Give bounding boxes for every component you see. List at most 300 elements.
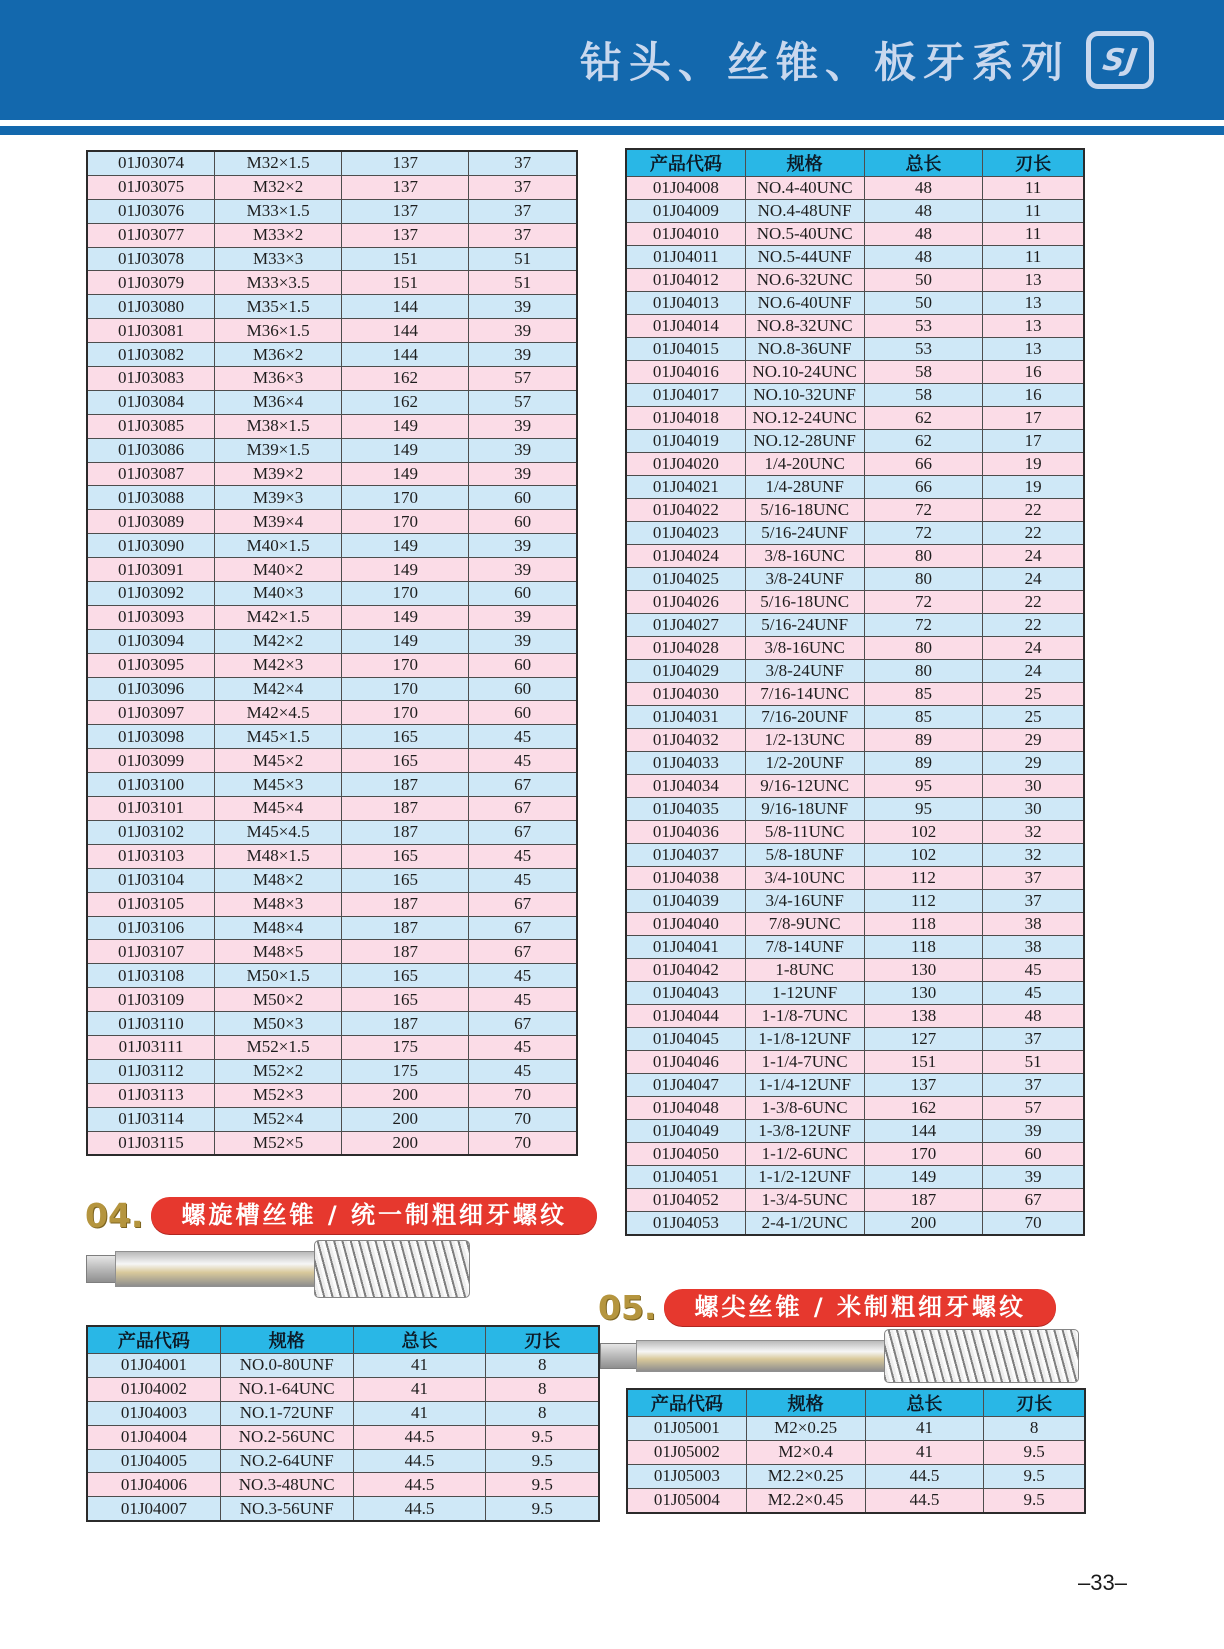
table-cell: 51 (469, 247, 577, 271)
table-cell: 9.5 (984, 1440, 1085, 1464)
tap-square-end (600, 1343, 641, 1368)
table-cell: 01J04053 (626, 1212, 745, 1236)
table-cell: 162 (864, 1097, 983, 1120)
table-row (626, 752, 1084, 775)
table-cell: M45×2 (215, 749, 342, 773)
table-cell: 01J03109 (87, 988, 215, 1012)
table-row (626, 361, 1084, 384)
table-cell: 13 (983, 315, 1084, 338)
table-cell: M32×2 (215, 175, 342, 199)
table-row (626, 545, 1084, 568)
table-cell: 17 (983, 407, 1084, 430)
table-cell: 137 (864, 1074, 983, 1097)
table-row (626, 499, 1084, 522)
tap-shank (636, 1340, 893, 1372)
table-cell: 48 (864, 200, 983, 223)
table-row (87, 175, 577, 199)
table-cell: 187 (342, 892, 469, 916)
table-row (87, 605, 577, 629)
table-cell: 45 (469, 1059, 577, 1083)
table-cell: 187 (342, 916, 469, 940)
table-cell: 170 (342, 653, 469, 677)
table-row (626, 453, 1084, 476)
table-cell: 7/8-9UNC (745, 913, 864, 936)
table-cell: M52×4 (215, 1107, 342, 1131)
table-cell: 5/16-24UNF (745, 614, 864, 637)
table-cell: 01J04036 (626, 821, 745, 844)
table-row (626, 1189, 1084, 1212)
table-cell: 01J04037 (626, 844, 745, 867)
table-cell: M33×3 (215, 247, 342, 271)
table-cell: 70 (469, 1107, 577, 1131)
table-row (87, 199, 577, 223)
table-cell: 29 (983, 752, 1084, 775)
table-cell: 175 (342, 1059, 469, 1083)
table-cell: 01J03093 (87, 605, 215, 629)
table-cell: M45×3 (215, 773, 342, 797)
table-cell: 01J04008 (626, 177, 745, 200)
table-cell: 01J03087 (87, 462, 215, 486)
table-cell: 01J03074 (87, 151, 215, 175)
table-cell: 149 (342, 558, 469, 582)
spiral-point-tap-photo (600, 1326, 1082, 1384)
table-cell: M52×2 (215, 1059, 342, 1083)
table-cell: 45 (469, 725, 577, 749)
table-cell: 165 (342, 749, 469, 773)
table-cell: M39×1.5 (215, 438, 342, 462)
table-cell: 67 (983, 1189, 1084, 1212)
table-row (626, 315, 1084, 338)
table-cell: 151 (342, 247, 469, 271)
table-cell: M36×4 (215, 390, 342, 414)
table-cell: 187 (342, 940, 469, 964)
table-cell: M42×2 (215, 629, 342, 653)
table-cell: 30 (983, 798, 1084, 821)
table-cell: 8 (984, 1417, 1085, 1441)
table-cell: 162 (342, 390, 469, 414)
table-cell: 01J03113 (87, 1083, 215, 1107)
table-row (87, 271, 577, 295)
table-cell: 9/16-18UNF (745, 798, 864, 821)
column-header: 刃长 (486, 1326, 599, 1354)
table-cell: M40×2 (215, 558, 342, 582)
series-title: 钻头、丝锥、板牙系列 (579, 38, 1070, 87)
table-cell: 39 (469, 319, 577, 343)
table-cell: 01J03094 (87, 629, 215, 653)
table-cell: 01J03107 (87, 940, 215, 964)
table-cell: 44.5 (353, 1449, 486, 1473)
table-cell: 37 (469, 223, 577, 247)
table-cell: 01J03076 (87, 199, 215, 223)
table-row (626, 614, 1084, 637)
table-cell: 80 (864, 637, 983, 660)
table-row (626, 407, 1084, 430)
table-row (626, 1028, 1084, 1051)
table-cell: 144 (342, 319, 469, 343)
table-row (87, 1012, 577, 1036)
table-cell: 53 (864, 338, 983, 361)
table-cell: 7/16-20UNF (745, 706, 864, 729)
table-cell: NO.6-40UNF (745, 292, 864, 315)
table-cell: 41 (353, 1401, 486, 1425)
table-row (87, 1449, 599, 1473)
table-cell: 01J04009 (626, 200, 745, 223)
table-cell: 01J03084 (87, 390, 215, 414)
table-row (87, 1083, 577, 1107)
table-cell: 200 (342, 1083, 469, 1107)
table-cell: 57 (469, 367, 577, 391)
table-cell: NO.1-72UNF (220, 1401, 353, 1425)
table-cell: 01J03099 (87, 749, 215, 773)
table-cell: NO.0-80UNF (220, 1354, 353, 1378)
table-cell: 11 (983, 177, 1084, 200)
table-cell: 137 (342, 223, 469, 247)
table-cell: 01J04025 (626, 568, 745, 591)
table-cell: 39 (983, 1120, 1084, 1143)
table-cell: 01J03082 (87, 343, 215, 367)
table-row (87, 390, 577, 414)
table-cell: 45 (469, 868, 577, 892)
table-cell: 01J03114 (87, 1107, 215, 1131)
table-cell: 144 (864, 1120, 983, 1143)
table-row (87, 223, 577, 247)
table-cell: 01J04019 (626, 430, 745, 453)
table-cell: 170 (342, 677, 469, 701)
table-cell: M33×2 (215, 223, 342, 247)
table-cell: 01J03078 (87, 247, 215, 271)
table-cell: 01J03112 (87, 1059, 215, 1083)
table-cell: 85 (864, 706, 983, 729)
table-cell: 01J03100 (87, 773, 215, 797)
table-cell: 9.5 (486, 1425, 599, 1449)
table-cell: 01J03086 (87, 438, 215, 462)
table-cell: 66 (864, 453, 983, 476)
table-cell: 149 (342, 462, 469, 486)
table-row (87, 343, 577, 367)
table-cell: 01J03091 (87, 558, 215, 582)
table-cell: M38×1.5 (215, 414, 342, 438)
table-row (87, 844, 577, 868)
table-cell: 01J04006 (87, 1473, 220, 1497)
table-row (626, 223, 1084, 246)
table-cell: 1-1/2-12UNF (745, 1166, 864, 1189)
table-cell: 144 (342, 343, 469, 367)
table-cell: 39 (469, 414, 577, 438)
table-cell: 165 (342, 868, 469, 892)
section-05-heading (598, 1288, 1056, 1327)
table-cell: 01J04012 (626, 269, 745, 292)
table-cell: 45 (983, 959, 1084, 982)
table-cell: M32×1.5 (215, 151, 342, 175)
table-cell: M35×1.5 (215, 295, 342, 319)
table-cell: 39 (469, 462, 577, 486)
table-cell: 1/4-20UNC (745, 453, 864, 476)
table-cell: 7/8-14UNF (745, 936, 864, 959)
table-row (87, 1354, 599, 1378)
table-cell: 48 (864, 223, 983, 246)
table-cell: 01J04045 (626, 1028, 745, 1051)
column-header: 规格 (220, 1326, 353, 1354)
table-row (87, 701, 577, 725)
table-cell: M52×5 (215, 1131, 342, 1155)
table-cell: 3/8-24UNF (745, 660, 864, 683)
table-cell: 01J04017 (626, 384, 745, 407)
table-cell: 149 (342, 414, 469, 438)
table-cell: 70 (983, 1212, 1084, 1236)
table-cell: 41 (353, 1354, 486, 1378)
table-cell: M33×3.5 (215, 271, 342, 295)
table-cell: M48×3 (215, 892, 342, 916)
header-row (626, 149, 1084, 177)
table-cell: 1-1/8-7UNC (745, 1005, 864, 1028)
table-cell: 72 (864, 614, 983, 637)
table-cell: 01J04024 (626, 545, 745, 568)
table-cell: 01J04020 (626, 453, 745, 476)
table-row (626, 1143, 1084, 1166)
table-cell: 24 (983, 660, 1084, 683)
table-cell: NO.10-24UNC (745, 361, 864, 384)
table-cell: 9/16-12UNC (745, 775, 864, 798)
table-cell: 01J04034 (626, 775, 745, 798)
table-cell: 01J04043 (626, 982, 745, 1005)
table-cell: 165 (342, 844, 469, 868)
table-cell: 44.5 (865, 1464, 984, 1488)
table-cell: 22 (983, 522, 1084, 545)
table-row (87, 749, 577, 773)
table-cell: 01J05001 (627, 1417, 746, 1441)
table-row (87, 1497, 599, 1521)
table-cell: 01J04013 (626, 292, 745, 315)
table-row (87, 1035, 577, 1059)
table-cell: 38 (983, 913, 1084, 936)
table-cell: 01J04044 (626, 1005, 745, 1028)
table-row (626, 959, 1084, 982)
table-row (87, 1401, 599, 1425)
sj-logo-text: SJ (1100, 42, 1140, 78)
table-cell: 5/16-18UNC (745, 499, 864, 522)
table-cell: M50×2 (215, 988, 342, 1012)
table-row (627, 1464, 1085, 1488)
table-cell: 01J03095 (87, 653, 215, 677)
table-row (87, 1425, 599, 1449)
table-cell: 60 (983, 1143, 1084, 1166)
table-cell: 187 (342, 773, 469, 797)
table-row (627, 1417, 1085, 1441)
table-row (626, 660, 1084, 683)
table-cell: 80 (864, 660, 983, 683)
table-cell: 170 (342, 582, 469, 606)
column-header: 规格 (746, 1389, 865, 1417)
table-cell: NO.10-32UNF (745, 384, 864, 407)
table-cell: NO.8-36UNF (745, 338, 864, 361)
table-cell: 165 (342, 988, 469, 1012)
table-cell: 22 (983, 591, 1084, 614)
table-cell: 44.5 (865, 1488, 984, 1512)
table-cell: 44.5 (353, 1425, 486, 1449)
table-cell: 5/16-18UNC (745, 591, 864, 614)
table-cell: 45 (469, 964, 577, 988)
table-row (87, 367, 577, 391)
table-row (626, 246, 1084, 269)
table-cell: M42×3 (215, 653, 342, 677)
table-row (626, 798, 1084, 821)
table-cell: 144 (342, 295, 469, 319)
table-cell: 01J04023 (626, 522, 745, 545)
spiral-point-taps-table (626, 1388, 1086, 1514)
table-cell: 8 (486, 1401, 599, 1425)
table-cell: 3/8-24UNF (745, 568, 864, 591)
table-cell: 9.5 (486, 1473, 599, 1497)
table-row (87, 486, 577, 510)
table-row (626, 890, 1084, 913)
table-cell: 01J03108 (87, 964, 215, 988)
table-cell: 1-1/4-7UNC (745, 1051, 864, 1074)
table-row (626, 1120, 1084, 1143)
table-cell: 67 (469, 797, 577, 821)
table-cell: 01J04011 (626, 246, 745, 269)
table-cell: 72 (864, 499, 983, 522)
table-cell: 9.5 (984, 1464, 1085, 1488)
table-cell: NO.2-64UNF (220, 1449, 353, 1473)
table-cell: 25 (983, 706, 1084, 729)
table-row (626, 1166, 1084, 1189)
table-cell: 13 (983, 338, 1084, 361)
table-cell: 01J03090 (87, 534, 215, 558)
table-cell: NO.5-44UNF (745, 246, 864, 269)
table-cell: NO.8-32UNC (745, 315, 864, 338)
table-cell: 01J04030 (626, 683, 745, 706)
table-cell: 01J04042 (626, 959, 745, 982)
column-header: 产品代码 (87, 1326, 220, 1354)
table-row (87, 1473, 599, 1497)
table-row (626, 936, 1084, 959)
table-cell: NO.12-24UNC (745, 407, 864, 430)
table-cell: 50 (864, 269, 983, 292)
table-cell: 01J04004 (87, 1425, 220, 1449)
table-row (627, 1488, 1085, 1512)
table-row (626, 476, 1084, 499)
section-04-number: 04. (85, 1196, 144, 1235)
table-cell: M40×3 (215, 582, 342, 606)
table-row (626, 775, 1084, 798)
table-cell: M42×4.5 (215, 701, 342, 725)
table-cell: M48×1.5 (215, 844, 342, 868)
table-cell: 41 (865, 1440, 984, 1464)
column-header: 规格 (745, 149, 864, 177)
table-cell: 45 (983, 982, 1084, 1005)
table-cell: 67 (469, 773, 577, 797)
table-cell: M40×1.5 (215, 534, 342, 558)
table-cell: 149 (342, 605, 469, 629)
table-cell: 8 (486, 1377, 599, 1401)
column-header: 产品代码 (626, 149, 745, 177)
table-row (87, 1131, 577, 1155)
table-cell: 102 (864, 821, 983, 844)
table-cell: 58 (864, 361, 983, 384)
table-cell: 24 (983, 637, 1084, 660)
table-cell: 01J03101 (87, 797, 215, 821)
table-cell: 175 (342, 1035, 469, 1059)
table-row (87, 151, 577, 175)
table-cell: 1-1/8-12UNF (745, 1028, 864, 1051)
table-cell: M2.2×0.45 (746, 1488, 865, 1512)
table-cell: 41 (353, 1377, 486, 1401)
table-cell: 37 (983, 1028, 1084, 1051)
table-cell: 48 (864, 246, 983, 269)
table-cell: 41 (865, 1417, 984, 1441)
table-cell: 01J04032 (626, 729, 745, 752)
table-row (87, 629, 577, 653)
table-cell: 45 (469, 844, 577, 868)
table-cell: 58 (864, 384, 983, 407)
table-cell: 67 (469, 892, 577, 916)
table-cell: 187 (342, 797, 469, 821)
table-row (87, 1059, 577, 1083)
table-cell: 187 (864, 1189, 983, 1212)
table-row (87, 820, 577, 844)
metric-taps-table (86, 150, 578, 1156)
table-cell: 01J03103 (87, 844, 215, 868)
table-cell: 66 (864, 476, 983, 499)
table-cell: 170 (342, 486, 469, 510)
table-row (626, 637, 1084, 660)
page-header (0, 0, 1224, 120)
table-cell: M52×1.5 (215, 1035, 342, 1059)
spiral-flute-taps-table (86, 1325, 600, 1522)
table-row (626, 913, 1084, 936)
table-cell: 48 (864, 177, 983, 200)
table-cell: 01J05004 (627, 1488, 746, 1512)
table-row (87, 558, 577, 582)
table-cell: 130 (864, 959, 983, 982)
table-cell: 67 (469, 820, 577, 844)
tap-threaded-end (314, 1240, 470, 1298)
table-cell: 13 (983, 292, 1084, 315)
table-cell: 01J03096 (87, 677, 215, 701)
table-cell: NO.5-40UNC (745, 223, 864, 246)
table-cell: 37 (469, 199, 577, 223)
table-row (626, 269, 1084, 292)
table-cell: M45×4.5 (215, 820, 342, 844)
table-cell: 3/8-16UNC (745, 637, 864, 660)
table-row (87, 510, 577, 534)
table-row (626, 982, 1084, 1005)
table-cell: 01J03079 (87, 271, 215, 295)
table-cell: 60 (469, 701, 577, 725)
table-cell: 95 (864, 798, 983, 821)
table-cell: 67 (469, 940, 577, 964)
table-cell: 45 (469, 988, 577, 1012)
table-cell: 01J04010 (626, 223, 745, 246)
table-cell: NO.1-64UNC (220, 1377, 353, 1401)
table-cell: 162 (342, 367, 469, 391)
table-row (87, 295, 577, 319)
table-row (626, 821, 1084, 844)
table-cell: 01J03075 (87, 175, 215, 199)
table-row (626, 844, 1084, 867)
header-row (627, 1389, 1085, 1417)
table-row (87, 964, 577, 988)
table-cell: 01J04015 (626, 338, 745, 361)
table-cell: 01J04046 (626, 1051, 745, 1074)
table-cell: 01J03085 (87, 414, 215, 438)
table-cell: 170 (342, 510, 469, 534)
table-cell: M50×3 (215, 1012, 342, 1036)
table-cell: 200 (342, 1107, 469, 1131)
table-cell: 3/4-10UNC (745, 867, 864, 890)
table-cell: 70 (469, 1083, 577, 1107)
table-cell: M36×3 (215, 367, 342, 391)
